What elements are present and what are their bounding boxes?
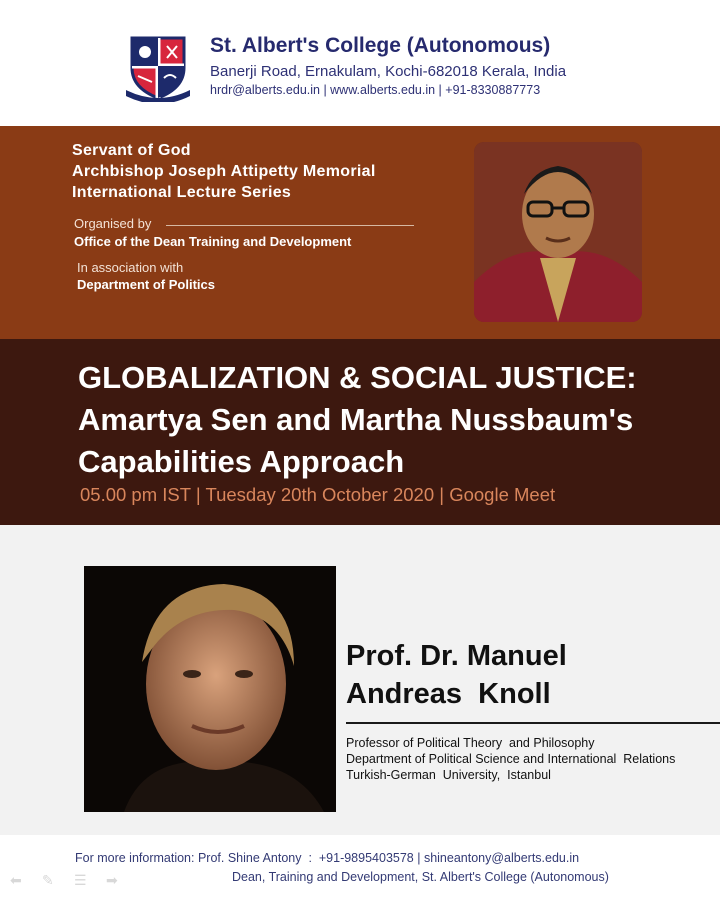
forward-arrow-icon[interactable]: ➡ [106,872,118,888]
talk-title [78,357,714,483]
talk-title-line-2: Amartya Sen and Martha Nussbaum's [78,402,634,437]
speaker-photo-image [84,566,336,812]
speaker-name-line-1: Prof. Dr. Manuel [346,640,567,672]
speaker-divider [346,722,720,724]
association-label: In association with [77,260,184,275]
talk-title-line-3: Capabilities Approach [78,444,405,479]
series-line-2: Archbishop Joseph Attipetty Memorial [72,163,376,180]
speaker-affiliation [346,735,675,783]
speaker-name-line-2: Andreas Knoll [346,678,551,710]
affiliation-line-1: Professor of Political Theory and Philosophy [346,736,595,750]
contact-role: Dean, Training and Development, St. Albert's College (Autonomous) [232,870,609,884]
contact-info: For more information: Prof. Shine Antony : +91-9895403578 | shineantony@alberts.edu.in [75,851,580,865]
series-line-1: Servant of God [72,142,191,159]
college-contact: hrdr@alberts.edu.in | www.alberts.edu.in | +91-8330887773 [210,83,541,97]
affiliation-line-2: Department of Political Science and International Relations [346,752,676,766]
lecture-series-title [72,140,376,203]
series-line-3: International Lecture Series [72,184,292,201]
back-arrow-icon[interactable]: ⬅ [10,872,22,888]
organiser-name: Office of the Dean Training and Development [74,234,352,249]
speaker-photo [84,566,336,812]
archbishop-portrait [474,142,642,322]
affiliation-line-3: Turkish-German University, Istanbul [346,768,551,782]
association-department: Department of Politics [77,277,215,292]
organised-by-divider [166,225,414,226]
college-name: St. Albert's College (Autonomous) [210,34,551,57]
menu-icon[interactable]: ☰ [74,872,87,888]
college-crest-icon [122,30,194,102]
talk-title-line-1: GLOBALIZATION & SOCIAL JUSTICE: [78,360,637,395]
archbishop-portrait-image [474,142,642,322]
college-address: Banerji Road, Ernakulam, Kochi-682018 Kerala, India [210,63,567,80]
footer [0,835,720,902]
viewer-toolbar [10,872,138,890]
speaker-name [346,637,686,713]
event-details: 05.00 pm IST | Tuesday 20th October 2020 | Google Meet [80,484,556,505]
pen-icon[interactable]: ✎ [42,872,54,888]
organised-by-label: Organised by [74,216,152,231]
